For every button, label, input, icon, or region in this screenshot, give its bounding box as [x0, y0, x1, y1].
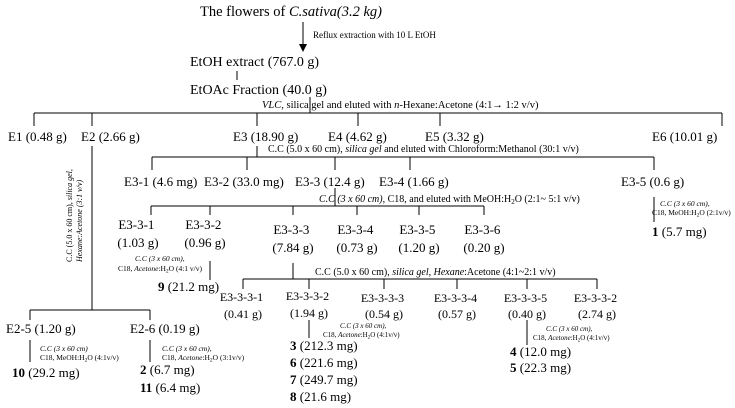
cc-condition-e3-3-3: C.C (5.0 x 60 cm), silica gel, Hexane:Acetone (4:1~2:1 v/v)	[315, 267, 556, 278]
fraction-e1: E1 (0.48 g)	[8, 129, 67, 144]
compound-1: 1 (5.7 mg)	[652, 224, 707, 239]
fraction-e3-3-3: E3-3-3 (7.84 g)	[272, 222, 314, 255]
fraction-e3-1: E3-1 (4.6 mg)	[124, 174, 198, 189]
cc-condition-e3-3-3-5: C.C (3 x 60 cm), C18, $Acetone:H_2O$ (4:1v/v)	[533, 325, 610, 344]
fraction-e3-3-3-4: E3-3-3-4 (0.57 g)	[433, 291, 478, 321]
fraction-e6: E6 (10.01 g)	[652, 129, 718, 144]
compound-10: 10 (29.2 mg)	[12, 365, 80, 380]
compounds-from-e3-3-3-5: 4 (12.0 mg) 5 (22.3 mg)	[510, 344, 572, 375]
fraction-e3: E3 (18.90 g)	[233, 129, 299, 144]
fraction-e3-3-6: E3-3-6 (0.20 g)	[463, 222, 505, 255]
etoac-fraction: EtOAc Fraction (40.0 g)	[190, 83, 327, 98]
fraction-e3-3: E3-3 (12.4 g)	[295, 174, 365, 189]
fraction-e3-3-5: E3-3-5 (1.20 g)	[398, 222, 440, 255]
fraction-e2-6: E2-6 (0.19 g)	[130, 321, 200, 336]
fraction-e2-5: E2-5 (1.20 g)	[6, 321, 76, 336]
fraction-e3-4: E3-4 (1.66 g)	[379, 174, 449, 189]
fraction-e3-3-3-1: E3-3-3-1 (0.41 g)	[219, 290, 264, 321]
fraction-e3-3-3-5: E3-3-3-5 (0.40 g)	[503, 291, 548, 321]
source-material: The flowers of C.sativa(3.2 kg)	[200, 4, 383, 20]
compounds-from-e2-6: 2 (6.7 mg) 11 (6.4 mg)	[140, 362, 201, 395]
cc-condition-e3-3: C.C (3 x 60 cm), C18, and eluted with $MeOH:H_2O$ (2:1~ 5:1 v/v)	[319, 194, 580, 206]
fraction-e3-3-3-2-second: E3-3-3-2 (2.74 g)	[573, 291, 618, 321]
vlc-condition: VLC, silica gel and eluted with n-Hexane:Acetone (4:1→ 1:2 v/v)	[262, 100, 539, 111]
fraction-e3-3-4: E3-3-4 (0.73 g)	[336, 222, 378, 255]
compounds-from-e3-3-3-2: 3 (212.3 mg) 6 (221.6 mg) 7 (249.7 mg) 8 (21.6 mg)	[290, 338, 358, 404]
cc-condition-e3-3-1: C.C (3 x 60 cm), C18, $Acetone:H_2O$ (4:1 v/v)	[118, 254, 203, 275]
cc-condition-e2-6: C.C (3 x 60 cm), C18, $Acetone:H_2O$ (3:1v/v)	[162, 344, 245, 364]
etoh-extract: EtOH extract (767.0 g)	[190, 55, 320, 70]
fraction-e3-2: E3-2 (33.0 mg)	[204, 174, 284, 189]
fraction-e3-3-3-2: E3-3-3-2 (1.94 g)	[285, 289, 330, 320]
fraction-e3-5: E3-5 (0.6 g)	[621, 174, 685, 189]
step-reflux: Reflux extraction with 10 L EtOH	[313, 30, 436, 40]
cc-condition-e3: C.C (5.0 x 60 cm), silica gel and eluted with Chloroform:Methanol (30:1 v/v)	[268, 144, 579, 155]
fraction-e2: E2 (2.66 g)	[81, 129, 140, 144]
cc-condition-e2: C.C (5.0 x 60 cm), silica gel, Hexane:Acetone (3:1 v/v)	[65, 169, 84, 262]
fraction-e3-3-2: E3-3-2 (0.96 g)	[184, 217, 226, 250]
fraction-e3-3-3-3: E3-3-3-3 (0.54 g)	[360, 291, 405, 321]
cc-condition-e3-5: C.C (3 x 60 cm), C18, $MeOH:H_2O$ (2:1v/v)	[652, 199, 731, 219]
fraction-e3-3-1: E3-3-1 (1.03 g)	[117, 217, 159, 250]
cc-condition-e2-5: C.C (3 x 60 cm) C18, $MeOH:H_2O$ (4:1v/v)	[40, 344, 119, 364]
fraction-e4: E4 (4.62 g)	[328, 129, 387, 144]
cc-condition-e3-3-3-3: C.C (3 x 60 cm), C18, $Acetone:H_2O$ (4:1v/v)	[323, 322, 400, 341]
fraction-e5: E5 (3.32 g)	[425, 129, 484, 144]
compound-9: 9 (21.2 mg)	[158, 279, 220, 294]
